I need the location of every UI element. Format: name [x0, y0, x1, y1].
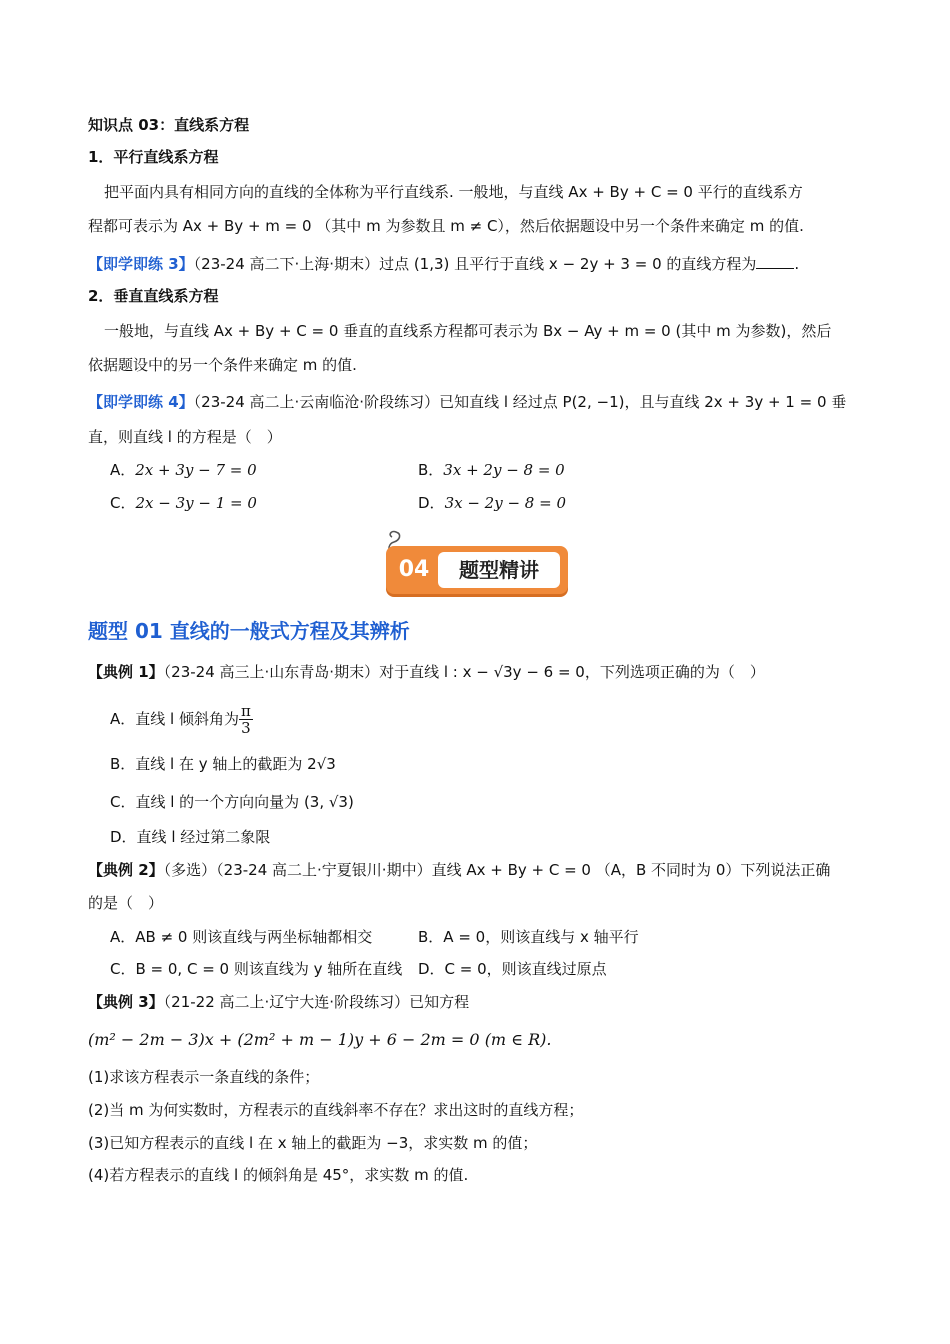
practice-3-tag: 【即学即练 3】: [88, 255, 194, 273]
option-text: 2x + 3y − 7 = 0: [135, 461, 257, 479]
option-d[interactable]: [418, 492, 566, 514]
example-1-option-d[interactable]: D．直线 l 经过第二象限: [110, 828, 271, 846]
pi-over-3-fraction: [239, 703, 253, 736]
option-text: 2x − 3y − 1 = 0: [135, 494, 257, 512]
option-label: A．: [110, 461, 136, 479]
question-2: (2)当 m 为何实数时，方程表示的直线斜率不存在？求出这时的直线方程；: [88, 1101, 584, 1119]
question-4: (4)若方程表示的直线 l 的倾斜角是 45°，求实数 m 的值.: [88, 1166, 469, 1184]
option-text: 3x + 2y − 8 = 0: [443, 461, 565, 479]
example-2-option-a[interactable]: A．AB ≠ 0 则该直线与两坐标轴都相交: [110, 928, 373, 946]
example-1: [88, 661, 765, 683]
question-1: (1)求该方程表示一条直线的条件；: [88, 1068, 320, 1086]
example-2-text-1: （多选）（23-24 高二上·宁夏银川·期中）直线 Ax + By + C = 0 （A，B 不同时为 0）下列说法正确: [163, 861, 831, 879]
banner-label: 题型精讲: [438, 552, 560, 588]
answer-blank[interactable]: [756, 254, 794, 269]
practice-4-text-1: （23-24 高二上·云南临沧·阶段练习）已知直线 l 经过点 P(2, −1)，且与直线 2x + 3y + 1 = 0 垂: [193, 393, 847, 411]
option-c[interactable]: [110, 492, 257, 514]
fraction-denominator: 3: [241, 719, 251, 737]
option-b[interactable]: [418, 459, 565, 481]
option-a-text: A．直线 l 倾斜角为: [110, 710, 239, 728]
option-a[interactable]: [110, 459, 257, 481]
example-2-option-b[interactable]: B．A = 0，则该直线与 x 轴平行: [418, 928, 639, 946]
example-2-line-1: [88, 859, 830, 881]
practice-3: [88, 253, 799, 275]
section-heading: 知识点 03：直线系方程: [88, 116, 250, 134]
option-label: B．: [418, 461, 444, 479]
example-1-tag: 【典例 1】: [88, 663, 164, 681]
example-3-text-1: （21-22 高二上·辽宁大连·阶段练习）已知方程: [163, 993, 470, 1011]
option-label: C．: [110, 494, 136, 512]
example-1-option-b[interactable]: B．直线 l 在 y 轴上的截距为 2√3: [110, 755, 336, 773]
practice-4-line-2: 直，则直线 l 的方程是（ ）: [88, 428, 282, 446]
example-3-tag: 【典例 3】: [88, 993, 164, 1011]
parallel-paragraph-1: 把平面内具有相同方向的直线的全体称为平行直线系. 一般地，与直线 Ax + By + C = 0 平行的直线系方: [104, 183, 803, 201]
practice-3-text: （23-24 高二下·上海·期末）过点 (1,3) 且平行于直线 x − 2y + 3 = 0 的直线方程为: [193, 255, 757, 273]
example-1-option-a[interactable]: [110, 702, 253, 736]
parallel-title: 1．平行直线系方程: [88, 148, 219, 166]
example-2-option-d[interactable]: D．C = 0，则该直线过原点: [418, 960, 607, 978]
practice-4-tag: 【即学即练 4】: [88, 393, 194, 411]
practice-3-end: .: [794, 255, 800, 273]
perpendicular-paragraph-1: 一般地，与直线 Ax + By + C = 0 垂直的直线系方程都可表示为 Bx − Ay + m = 0 (其中 m 为参数)，然后: [104, 322, 832, 340]
section-banner: [386, 546, 568, 594]
example-1-option-c[interactable]: C．直线 l 的一个方向向量为 (3, √3): [110, 793, 354, 811]
fraction-numerator: π: [240, 702, 251, 720]
example-1-text: （23-24 高三上·山东青岛·期末）对于直线 l : x − √3y − 6 = 0，下列选项正确的为（ ）: [163, 663, 765, 681]
question-3: (3)已知方程表示的直线 l 在 x 轴上的截距为 −3，求实数 m 的值；: [88, 1134, 538, 1152]
example-2-tag: 【典例 2】: [88, 861, 164, 879]
topic-title: 题型 01 直线的一般式方程及其辨析: [88, 619, 410, 643]
practice-4-line-1: [88, 391, 846, 413]
example-2-option-c[interactable]: C．B = 0, C = 0 则该直线为 y 轴所在直线: [110, 960, 403, 978]
perpendicular-paragraph-2: 依据题设中的另一个条件来确定 m 的值.: [88, 356, 357, 374]
parallel-paragraph-2: 程都可表示为 Ax + By + m = 0 （其中 m 为参数且 m ≠ C），然后依据题设中另一个条件来确定 m 的值.: [88, 217, 804, 235]
example-3-line-1: [88, 991, 469, 1013]
example-2-line-2: 的是（ ）: [88, 894, 164, 912]
example-3-equation: (m² − 2m − 3)x + (2m² + m − 1)y + 6 − 2m = 0 (m ∈ R).: [88, 1030, 552, 1049]
banner-number: 04: [398, 557, 430, 582]
option-text: 3x − 2y − 8 = 0: [444, 494, 566, 512]
option-label: D．: [418, 494, 445, 512]
perpendicular-title: 2．垂直直线系方程: [88, 287, 219, 305]
